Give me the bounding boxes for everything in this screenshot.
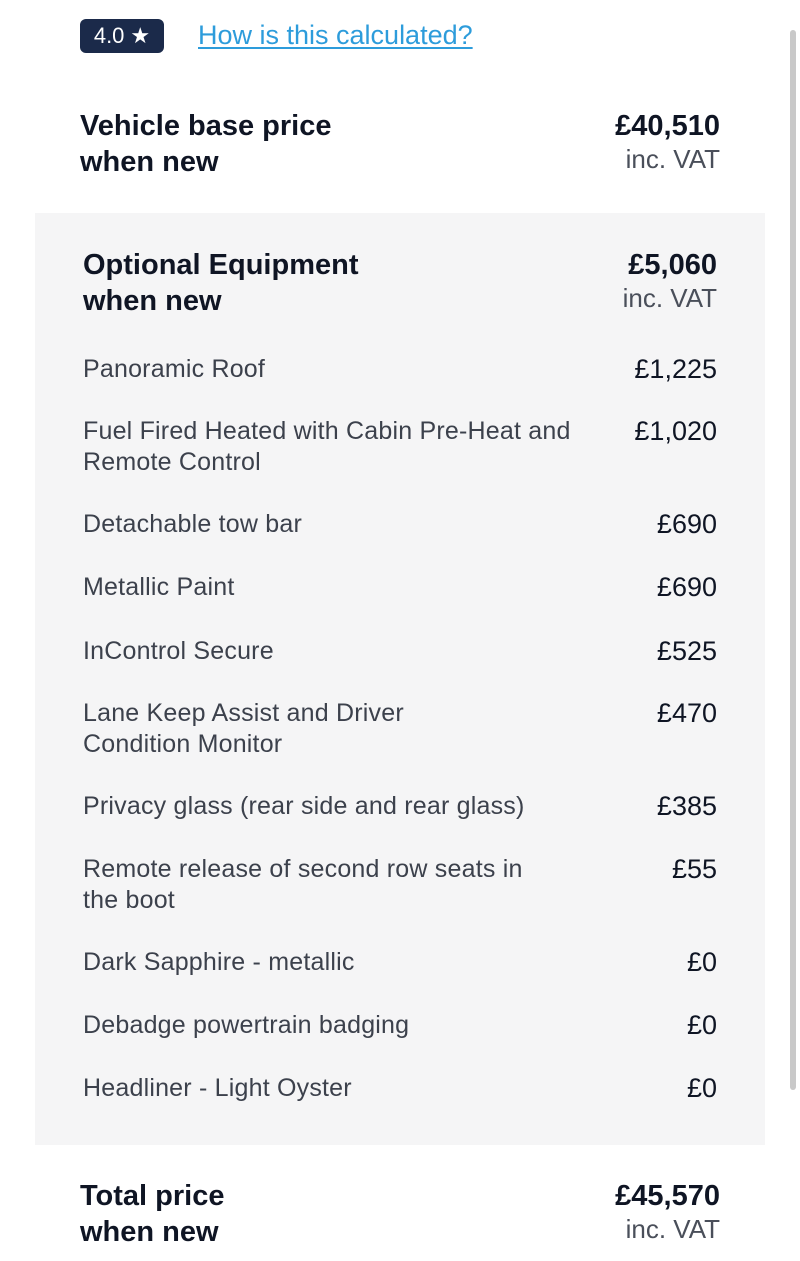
equipment-label xyxy=(83,572,603,603)
optional-equipment-header xyxy=(83,247,717,327)
equipment-price: £470 xyxy=(656,698,717,728)
optional-equipment-amount: £5,060 xyxy=(628,249,717,281)
equipment-label-line1: Fuel Fired Heated with Cabin Pre-Heat and xyxy=(83,417,571,445)
rating-badge xyxy=(80,19,164,53)
equipment-label-line2: Condition Monitor xyxy=(83,730,283,758)
base-price-title-line1: Vehicle base price xyxy=(80,110,332,142)
equipment-label xyxy=(83,354,603,385)
equipment-price: £690 xyxy=(656,572,717,602)
total-price-section xyxy=(80,1178,720,1258)
equipment-label xyxy=(83,1010,603,1041)
base-price-amount: £40,510 xyxy=(615,110,720,142)
equipment-label-line1: Panoramic Roof xyxy=(83,355,266,383)
equipment-label-line2: Remote Control xyxy=(83,448,261,476)
base-price-title-line2: when new xyxy=(80,146,219,178)
star-icon: ★ xyxy=(130,23,151,48)
equipment-label xyxy=(83,947,603,978)
scrollbar[interactable] xyxy=(790,30,796,1090)
equipment-price: £1,225 xyxy=(634,354,717,384)
equipment-price: £690 xyxy=(656,509,717,539)
equipment-price: £385 xyxy=(656,791,717,821)
equipment-label xyxy=(83,791,603,822)
total-price-title-line2: when new xyxy=(80,1216,219,1248)
total-price-amount: £45,570 xyxy=(615,1180,720,1212)
equipment-label xyxy=(83,416,603,478)
equipment-label xyxy=(83,698,603,760)
base-price-section xyxy=(80,108,720,188)
equipment-label-line2: the boot xyxy=(83,886,175,914)
total-price-title-line1: Total price xyxy=(80,1180,225,1212)
equipment-label xyxy=(83,1073,603,1104)
equipment-price: £0 xyxy=(686,1073,717,1103)
equipment-label xyxy=(83,636,603,667)
equipment-label xyxy=(83,509,603,540)
equipment-label-line1: Privacy glass (rear side and rear glass) xyxy=(83,792,525,820)
equipment-label-line1: Headliner - Light Oyster xyxy=(83,1074,352,1102)
optional-equipment-title xyxy=(83,247,443,319)
how-calculated-link[interactable]: How is this calculated? xyxy=(198,20,473,50)
equipment-label-line1: Dark Sapphire - metallic xyxy=(83,948,355,976)
equipment-price: £0 xyxy=(686,1010,717,1040)
equipment-price: £1,020 xyxy=(634,416,717,446)
equipment-label-line1: InControl Secure xyxy=(83,637,274,665)
total-price-vat: inc. VAT xyxy=(625,1214,720,1244)
equipment-label xyxy=(83,854,603,916)
total-price-title xyxy=(80,1178,440,1250)
base-price-title xyxy=(80,108,440,180)
equipment-label-line1: Detachable tow bar xyxy=(83,510,303,538)
optional-equipment-title-line2: when new xyxy=(83,285,222,317)
equipment-label-line1: Remote release of second row seats in xyxy=(83,855,523,883)
equipment-label-line1: Debadge powertrain badging xyxy=(83,1011,410,1039)
equipment-price: £55 xyxy=(671,854,717,884)
equipment-price: £525 xyxy=(656,636,717,666)
equipment-price: £0 xyxy=(686,947,717,977)
optional-equipment-panel xyxy=(35,213,765,1145)
base-price-vat: inc. VAT xyxy=(625,144,720,174)
rating-value: 4.0 xyxy=(93,23,125,48)
optional-equipment-vat: inc. VAT xyxy=(622,283,717,313)
optional-equipment-title-line1: Optional Equipment xyxy=(83,249,359,281)
equipment-label-line1: Metallic Paint xyxy=(83,573,235,601)
equipment-label-line1: Lane Keep Assist and Driver xyxy=(83,699,404,727)
